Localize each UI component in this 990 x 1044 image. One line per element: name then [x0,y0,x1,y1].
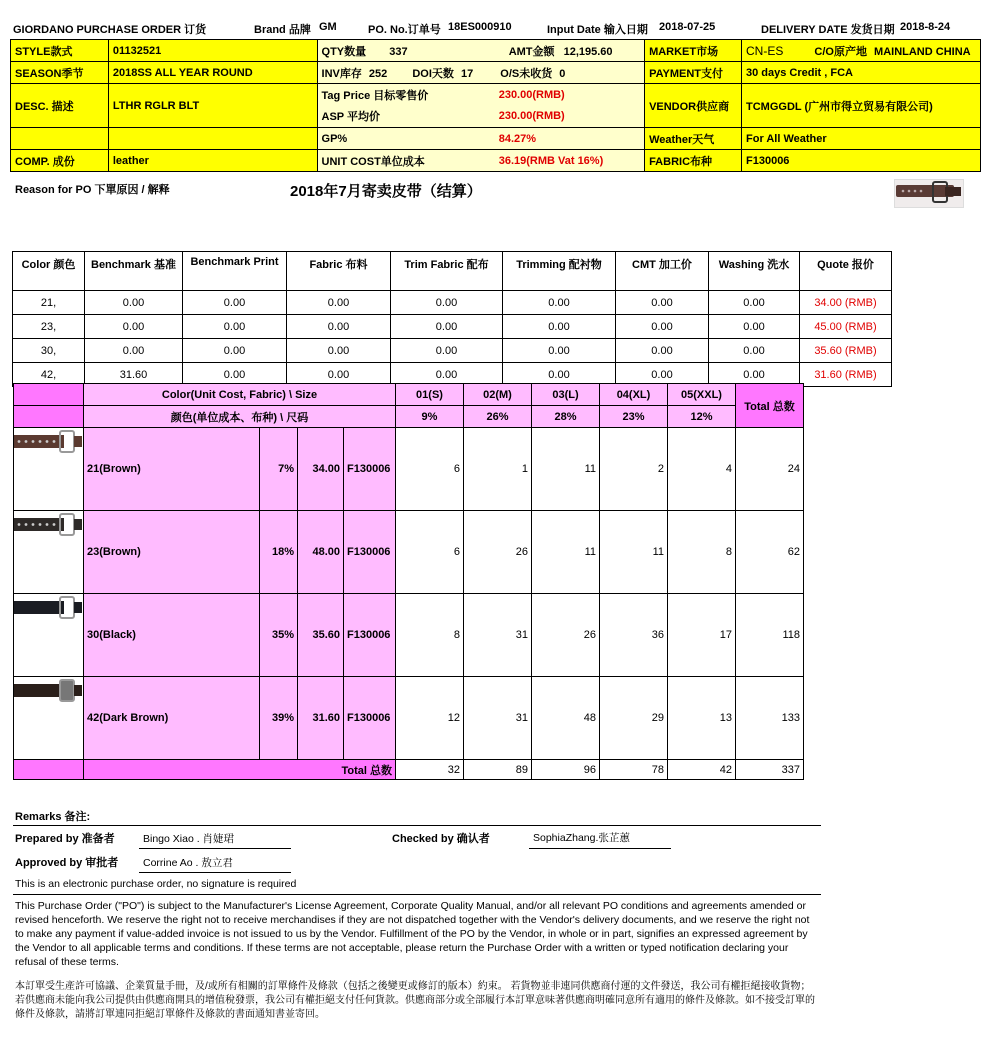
cost-cell: 23, [13,315,85,339]
color-pct: 35% [260,594,298,677]
cost-cell: 0.00 [503,363,616,387]
brand-value: GM [319,21,337,33]
size-qty: 1 [464,428,532,511]
input-date-label: Input Date 输入日期 [547,24,648,36]
row-total: 62 [736,511,804,594]
unit-cost: 48.00 [298,511,344,594]
po-title: GIORDANO PURCHASE ORDER 订货 [13,24,207,36]
size-pct-03: 28% [532,406,600,428]
delivery-date-label: DELIVERY DATE 发货日期 [761,24,895,36]
col-trim-fabric: Trim Fabric 配布 [391,252,503,291]
checked-label: Checked by 确认者 [392,833,490,845]
divider [13,825,821,826]
remarks-label: Remarks 备注: [15,811,91,823]
cost-breakdown-table [12,251,892,387]
color-pct: 18% [260,511,298,594]
quote-cell: 45.00 (RMB) [800,315,892,339]
footer-total-05: 42 [668,760,736,780]
size-header-line1: Color(Unit Cost, Fabric) \ Size [84,384,396,406]
size-header-line2: 颜色(单位成本、布种) \ 尺码 [84,406,396,428]
color-name: 30(Black) [84,594,260,677]
cost-cell: 0.00 [183,315,287,339]
amt-cell [495,40,645,62]
size-quantity-table [13,383,804,780]
quote-cell: 35.60 (RMB) [800,339,892,363]
prepared-value: Bingo Xiao . 肖婕珺 [143,833,235,845]
doi-value: 17 [460,67,474,80]
brand-label: Brand 品牌 [254,24,311,36]
col-quote: Quote 报价 [800,252,892,291]
approved-value: Corrine Ao . 敖立君 [143,857,233,869]
unit-cost: 34.00 [298,428,344,511]
desc-label: DESC. 描述 [11,84,109,128]
qty-value: 337 [389,45,408,58]
os-label: O/S未收货 [500,67,553,80]
cost-cell: 21, [13,291,85,315]
amt-label: AMT金额 [508,45,555,58]
cost-row [13,315,892,339]
size-qty: 31 [464,594,532,677]
os-value: 0 [559,67,566,80]
size-row [14,677,804,760]
payment-label: PAYMENT支付 [645,62,742,84]
prepared-underline [139,848,291,849]
divider-2 [13,894,821,895]
weather-value: For All Weather [742,128,981,150]
cost-cell: 0.00 [85,291,183,315]
size-qty: 31 [464,677,532,760]
size-03: 03(L) [532,384,600,406]
size-02: 02(M) [464,384,532,406]
size-qty: 29 [600,677,668,760]
size-qty: 12 [396,677,464,760]
checked-value: SophiaZhang.张芷蕙 [533,832,630,844]
cost-cell: 0.00 [709,339,800,363]
inventory-cell [317,62,645,84]
market-value: CN-ES [746,43,784,58]
cost-cell: 0.00 [391,291,503,315]
weather-label: Weather天气 [645,128,742,150]
cost-cell: 0.00 [616,339,709,363]
cost-cell: 0.00 [183,363,287,387]
col-fabric: Fabric 布料 [287,252,391,291]
belt-photo-cell [14,594,84,677]
cost-cell: 0.00 [503,315,616,339]
corner-cell [14,384,84,406]
col-benchmark-print: Benchmark Print [183,252,287,291]
qty-cell [317,40,495,62]
cost-cell: 0.00 [616,291,709,315]
size-row [14,428,804,511]
qty-label: QTY数量 [321,45,367,58]
color-name: 23(Brown) [84,511,260,594]
checked-underline [529,848,671,849]
vendor-value: TCMGGDL (广州市得立贸易有限公司) [742,84,981,128]
footer-grand-total: 337 [736,760,804,780]
size-pct-02: 26% [464,406,532,428]
cost-cell: 0.00 [183,291,287,315]
cost-cell: 0.00 [709,315,800,339]
reason-label: Reason for PO 下單原因 / 解释 [15,184,170,196]
cost-cell: 0.00 [85,315,183,339]
size-qty: 6 [396,428,464,511]
desc-value: LTHR RGLR BLT [108,84,317,128]
footer-corner [14,760,84,780]
market-co-cell [742,40,981,62]
style-value: 01132521 [108,40,317,62]
unit-cost-label: UNIT COST单位成本 [317,150,495,172]
belt-dark-brown-icon [14,677,82,705]
amt-value: 12,195.60 [563,45,613,58]
fabric-code: F130006 [344,677,396,760]
vendor-label: VENDOR供应商 [645,84,742,128]
po-number-value: 18ES000910 [448,21,512,33]
size-pct-05: 12% [668,406,736,428]
tag-price-value: 230.00(RMB) [495,84,645,106]
comp-value: leather [108,150,317,172]
size-qty: 11 [600,511,668,594]
asp-value: 230.00(RMB) [495,106,645,128]
col-benchmark: Benchmark 基准 [85,252,183,291]
cost-cell: 0.00 [503,339,616,363]
row-total: 118 [736,594,804,677]
col-cmt: CMT 加工价 [616,252,709,291]
cost-cell: 0.00 [616,315,709,339]
belt-brown-studded-icon [14,428,82,456]
inv-value: 252 [368,67,388,80]
prepared-label: Prepared by 准备者 [15,833,115,845]
color-pct: 39% [260,677,298,760]
co-value: MAINLAND CHINA [874,45,971,58]
cost-cell: 0.00 [503,291,616,315]
belt-dark-studded-icon [14,511,82,539]
fabric-code: F130006 [344,511,396,594]
fabric-code: F130006 [344,594,396,677]
size-pct-04: 23% [600,406,668,428]
payment-value: 30 days Credit , FCA [742,62,981,84]
cost-cell: 0.00 [391,339,503,363]
po-number-label: PO. No.订单号 [368,24,441,36]
size-01: 01(S) [396,384,464,406]
size-qty: 2 [600,428,668,511]
gp-label: GP% [317,128,495,150]
po-info-table [10,39,981,172]
size-qty: 11 [532,511,600,594]
size-row [14,511,804,594]
size-qty: 8 [668,511,736,594]
co-label: C/O原产地 [814,45,867,58]
belt-photo-cell [14,677,84,760]
electronic-note: This is an electronic purchase order, no signature is required [15,878,297,890]
cost-cell: 0.00 [287,339,391,363]
cost-cell: 0.00 [391,363,503,387]
size-qty: 17 [668,594,736,677]
terms-chinese: 本訂單受生產許可協議、企業質量手冊，及/或所有相關的訂單條件及條款（包括之後變更或修訂的版本）約束。 若貨物並非連同供應商付運的文件發送，我公司有權拒絕接收貨物；若供應商未能向我公司提供由供應商開具的增值稅發票，我公司有權拒絕支付任何貨款。供應商部分或全部履行本訂單意味著供應商明確同意所有適用的條件及條款。如不接受訂單的條件及條款，請將訂單連同拒絕訂單條件及條款的書面通知書並寄回。 [15,981,815,1020]
size-qty: 26 [464,511,532,594]
size-qty: 11 [532,428,600,511]
size-qty: 4 [668,428,736,511]
col-color: Color 颜色 [13,252,85,291]
size-04: 04(XL) [600,384,668,406]
season-label: SEASON季节 [11,62,109,84]
cost-cell: 31.60 [85,363,183,387]
quote-cell: 31.60 (RMB) [800,363,892,387]
empty-value-cell [108,128,317,150]
size-qty: 36 [600,594,668,677]
approved-label: Approved by 审批者 [15,857,119,869]
color-pct: 7% [260,428,298,511]
delivery-date-value: 2018-8-24 [900,21,951,33]
cost-cell: 0.00 [709,363,800,387]
market-label: MARKET市场 [645,40,742,62]
empty-label-cell [11,128,109,150]
row-total: 24 [736,428,804,511]
belt-photo-cell [14,511,84,594]
terms-english: This Purchase Order ("PO") is subject to the Manufacturer's License Agreement, Corporate Quality Manual, and/or all relevant PO conditions and agreements amended or revised henceforth. We reserve the right not to receive merchandises if they are not dispatched together with the Vendor's delivery documents, and we reserve the right not to make any payment if value-added invoice is not issued to us by the Vendor. Fulfillment of the PO by the Vendor, in whole or in part, signifies an expressed agreement by the Vendor to all applicable terms and conditions. If these terms are not acceptable, please return the Purchase Order with a written or typed notification declaring your refusal of these terms. [15,900,810,968]
unit-cost: 35.60 [298,594,344,677]
unit-cost: 31.60 [298,677,344,760]
fabric-value: F130006 [742,150,981,172]
size-qty: 13 [668,677,736,760]
cost-cell: 30, [13,339,85,363]
size-qty: 26 [532,594,600,677]
color-name: 42(Dark Brown) [84,677,260,760]
cost-cell: 0.00 [287,291,391,315]
belt-black-icon [14,594,82,622]
col-trimming: Trimming 配衬物 [503,252,616,291]
cost-cell: 42, [13,363,85,387]
size-05: 05(XXL) [668,384,736,406]
total-header: Total 总数 [736,384,804,428]
cost-cell: 0.00 [287,363,391,387]
footer-total-03: 96 [532,760,600,780]
size-pct-01: 9% [396,406,464,428]
color-name: 21(Brown) [84,428,260,511]
gp-value: 84.27% [495,128,645,150]
belt-thumbnail-icon [895,180,963,207]
product-thumbnail [894,179,964,208]
fabric-code: F130006 [344,428,396,511]
footer-total-01: 32 [396,760,464,780]
col-washing: Washing 洗水 [709,252,800,291]
belt-photo-cell [14,428,84,511]
cost-cell: 0.00 [616,363,709,387]
row-total: 133 [736,677,804,760]
approved-underline [139,872,291,873]
inv-label: INV库存 [321,67,362,80]
tag-price-label: Tag Price 目标零售价 [317,84,495,106]
cost-row [13,339,892,363]
cost-cell: 0.00 [709,291,800,315]
cost-row [13,291,892,315]
cost-cell: 0.00 [287,315,391,339]
quote-cell: 34.00 (RMB) [800,291,892,315]
size-qty: 8 [396,594,464,677]
cost-cell: 0.00 [85,339,183,363]
corner-cell-2 [14,406,84,428]
unit-cost-value: 36.19(RMB Vat 16%) [495,150,645,172]
footer-total-02: 89 [464,760,532,780]
style-label: STYLE款式 [11,40,109,62]
size-qty: 6 [396,511,464,594]
input-date-value: 2018-07-25 [659,21,716,33]
cost-cell: 0.00 [391,315,503,339]
season-value: 2018SS ALL YEAR ROUND [108,62,317,84]
size-row [14,594,804,677]
size-qty: 48 [532,677,600,760]
fabric-label: FABRIC布种 [645,150,742,172]
footer-total-label: Total 总数 [84,760,396,780]
asp-label: ASP 平均价 [317,106,495,128]
footer-total-04: 78 [600,760,668,780]
cost-cell: 0.00 [183,339,287,363]
comp-label: COMP. 成份 [11,150,109,172]
reason-text: 2018年7月寄卖皮带（结算） [290,183,482,200]
doi-label: DOI天数 [412,67,454,80]
